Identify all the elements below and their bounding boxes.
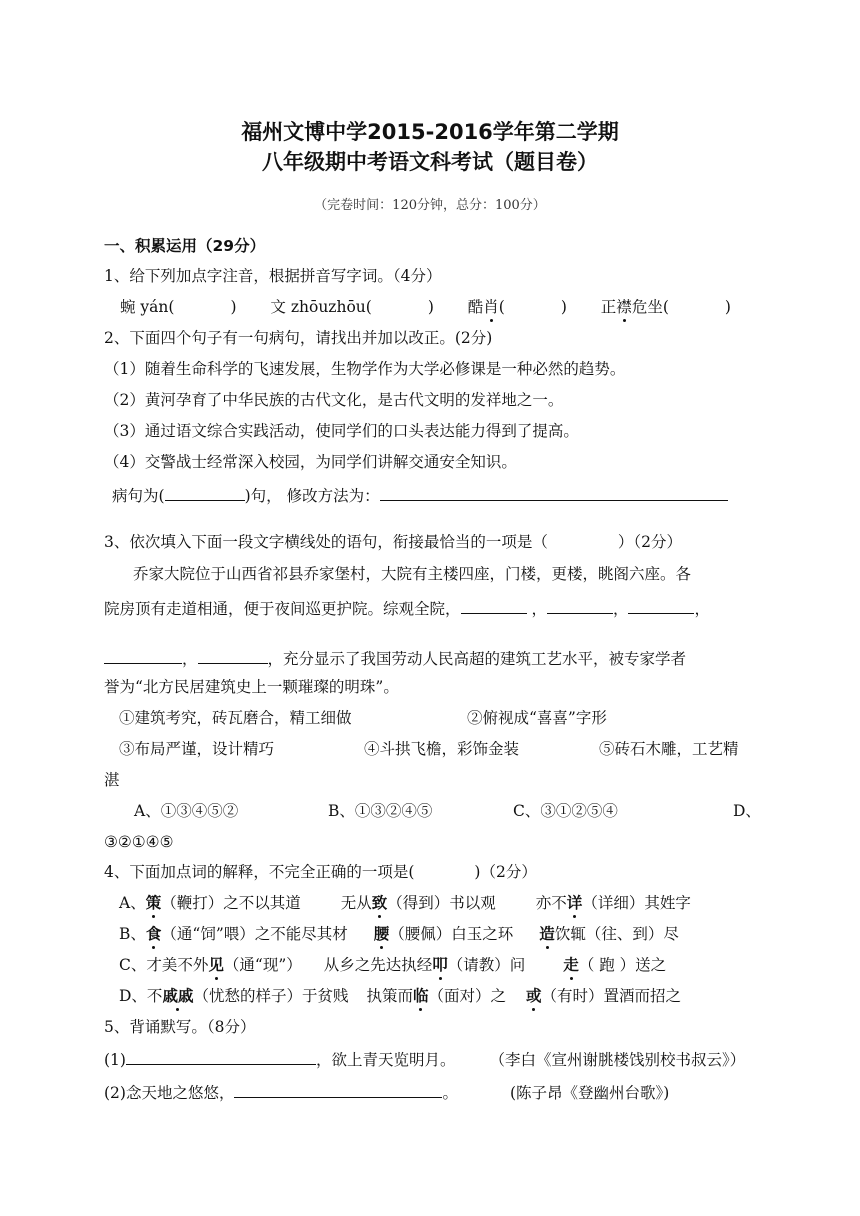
q3-passage-line-1: 乔家大院位于山西省祁县乔家堡村，大院有主楼四座，门楼，更楼，眺阁六座。各 xyxy=(133,565,692,583)
q4-option-a: A、策（鞭打）之不以其道 无从致（得到）书以观 亦不详（详细）其姓字 xyxy=(119,893,691,912)
question-5-stem: 5、背诵默写。（8分） xyxy=(104,1018,256,1036)
q3-blank-4[interactable] xyxy=(104,646,182,664)
q3-choice-a[interactable]: A、①③④⑤② xyxy=(134,802,239,820)
exam-title-line2: 八年级期中考语文科考试（题目卷） xyxy=(262,150,598,174)
q5-blank-2[interactable] xyxy=(234,1080,442,1098)
q3-passage-line-4: 誉为“北方民居建筑史上一颗璀璨的明珠”。 xyxy=(104,678,399,696)
q3-choice-c[interactable]: C、③①②⑤④ xyxy=(513,802,618,820)
q3-blank-5[interactable] xyxy=(198,646,268,664)
q5-line-2: (2)念天地之悠悠， 。 (陈子昂《登幽州台歌》) xyxy=(104,1080,669,1103)
q2-sentence-1: （1）随着生命科学的飞速发展，生物学作为大学必修课是一种必然的趋势。 xyxy=(104,360,626,378)
q1-item-1: 蜿 yán( ) xyxy=(120,298,237,316)
q3-blank-1[interactable] xyxy=(461,596,527,614)
question-1-stem: 1、给下列加点字注音，根据拼音写字词。（4分） xyxy=(104,267,442,285)
exam-time-note: （完卷时间：120分钟，总分：100分） xyxy=(314,198,546,213)
q3-blank-2[interactable] xyxy=(547,596,613,614)
q3-choice-d-cont: ③②①④⑤ xyxy=(104,833,174,851)
q2-answer-line: 病句为( )句， 修改方法为： xyxy=(112,483,728,506)
question-4-stem: 4、下面加点词的解释，不完全正确的一项是( )（2分） xyxy=(104,863,537,881)
q1-item-3: 酷肖( ) xyxy=(467,298,567,316)
q5-line-1: (1) ，欲上青天览明月。 （李白《宣州谢朓楼饯别校书叔云》） xyxy=(104,1047,745,1070)
q3-option-2: ②俯视成“喜喜”字形 xyxy=(467,709,607,727)
q3-choice-d[interactable]: D、 xyxy=(733,802,761,820)
q2-sentence-number-blank[interactable] xyxy=(165,483,245,501)
q3-option-4: ④斗拱飞檐，彩饰金装 xyxy=(364,740,520,758)
q3-passage-line-2: 院房顶有走道相通，便于夜间巡更护院。综观全院， ， ， ， xyxy=(104,596,710,619)
q3-option-5: ⑤砖石木雕，工艺精 xyxy=(599,740,739,758)
q3-blank-3[interactable] xyxy=(628,596,694,614)
q4-option-b: B、食（通“饲”喂）之不能尽其材 腰（腰佩）白玉之环 造饮辄（往、到）尽 xyxy=(119,924,679,943)
q1-item-4: 正襟危坐( ) xyxy=(600,298,731,316)
q3-option-1: ①建筑考究，砖瓦磨合，精工细做 xyxy=(119,709,352,727)
q3-passage-line-3: ， ，充分显示了我国劳动人民高超的建筑工艺水平，被专家学者 xyxy=(104,646,686,669)
q2-sentence-3: （3）通过语文综合实践活动，使同学们的口头表达能力得到了提高。 xyxy=(104,422,579,440)
q2-sentence-4: （4）交警战士经常深入校园，为同学们讲解交通安全知识。 xyxy=(104,453,517,471)
q4-option-d: D、不戚戚（忧愁的样子）于贫贱 执策而临（面对）之 或（有时）置酒而招之 xyxy=(119,986,682,1005)
section-heading: 一、积累运用（29分） xyxy=(104,237,266,255)
q5-blank-1[interactable] xyxy=(126,1047,316,1065)
question-2-stem: 2、下面四个句子有一句病句，请找出并加以改正。(2分) xyxy=(104,329,493,347)
q3-option-5-cont: 湛 xyxy=(104,771,120,789)
q3-option-3: ③布局严谨，设计精巧 xyxy=(119,740,275,758)
q1-item-2: 文 zhōuzhōu( ) xyxy=(270,298,434,316)
q3-choice-b[interactable]: B、①③②④⑤ xyxy=(328,802,433,820)
q4-option-c: C、才美不外见（通“现”） 从乡之先达执经叩（请教）问 走（ 跑 ）送之 xyxy=(119,955,667,974)
exam-title-line1: 福州文博中学2015-2016学年第二学期 xyxy=(241,120,619,144)
q2-sentence-2: （2）黄河孕育了中华民族的古代文化，是古代文明的发祥地之一。 xyxy=(104,391,564,409)
question-1-items xyxy=(120,297,731,317)
q2-correction-blank[interactable] xyxy=(380,483,728,501)
question-3-stem: 3、依次填入下面一段文字横线处的语句，衔接最恰当的一项是（ ）（2分） xyxy=(104,533,682,551)
